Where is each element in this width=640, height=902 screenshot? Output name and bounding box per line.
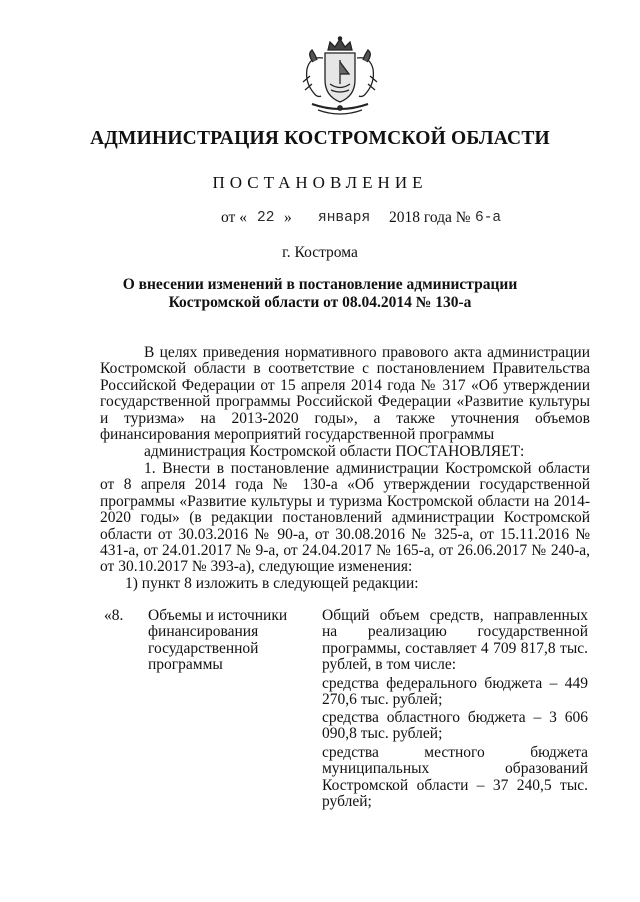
preamble-paragraph: В целях приведения нормативного правового акта администрации Костромской области в соответствие с постановлением Правительства Российской Федерации от 15 апреля 2014 года № 317 «Об утверждении государственной программы Российской Федерации «Развитие культуры и туризма» на 2013-2020 годы», а также уточнения объемов финансирования мероприятий государственной программы (100, 344, 590, 444)
subitem-1: 1) пункт 8 изложить в следующей редакции: (125, 575, 419, 592)
date-day: 22 (257, 210, 275, 226)
resolves-line: администрация Костромской области ПОСТАНОВЛЯЕТ: (144, 443, 525, 460)
date-year: 2018 года № (389, 209, 471, 226)
financing-local: средства местного бюджета муниципальных образований Костромской области – 37 240,5 тыс. рублей; (322, 744, 588, 811)
subject-line-1: О внесении изменений в постановление администрации (122, 276, 518, 293)
subject-line-2: Костромской области от 08.04.2014 № 130-а (168, 294, 472, 311)
coat-of-arms-emblem (298, 36, 382, 120)
financing-federal: средства федерального бюджета – 449 270,6 тыс. рублей; (322, 675, 588, 709)
document-subject (110, 276, 530, 312)
date-month: января (318, 210, 371, 226)
table-row-label: Объемы и источники финансирования государственной программы (148, 607, 288, 674)
financing-regional: средства областного бюджета – 3 606 090,8 тыс. рублей; (322, 709, 588, 743)
table-row-number: «8. (104, 607, 124, 624)
organization-title: АДМИНИСТРАЦИЯ КОСТРОМСКОЙ ОБЛАСТИ (90, 128, 550, 149)
city: г. Кострома (282, 244, 358, 261)
financing-total: Общий объем средств, направленных на реализацию государственной программы, составляет 4 709 817,8 тыс. рублей, в том числе: (322, 607, 588, 674)
item-1-paragraph: 1. Внести в постановление администрации Костромской области от 8 апреля 2014 года № 130-а «Об утверждении государственной программы «Развитие культуры и туризма Костромской области на 2014-2020 годы» (в редакции постановлений администрации Костромской области от 30.03.2016 № 90-а, от 30.08.2016 № 325-а, от 15.11.2016 № 431-а, от 24.01.2017 № 9-а, от 24.04.2017 № 165-а, от 26.06.2017 № 240-а, от 30.10.2017 № 393-а), следующие изменения: (100, 460, 590, 576)
document-number: 6-а (475, 210, 502, 226)
date-close-quote: » (284, 209, 292, 226)
date-prefix: от « (221, 209, 247, 226)
document-type: ПОСТАНОВЛЕНИЕ (212, 173, 428, 192)
